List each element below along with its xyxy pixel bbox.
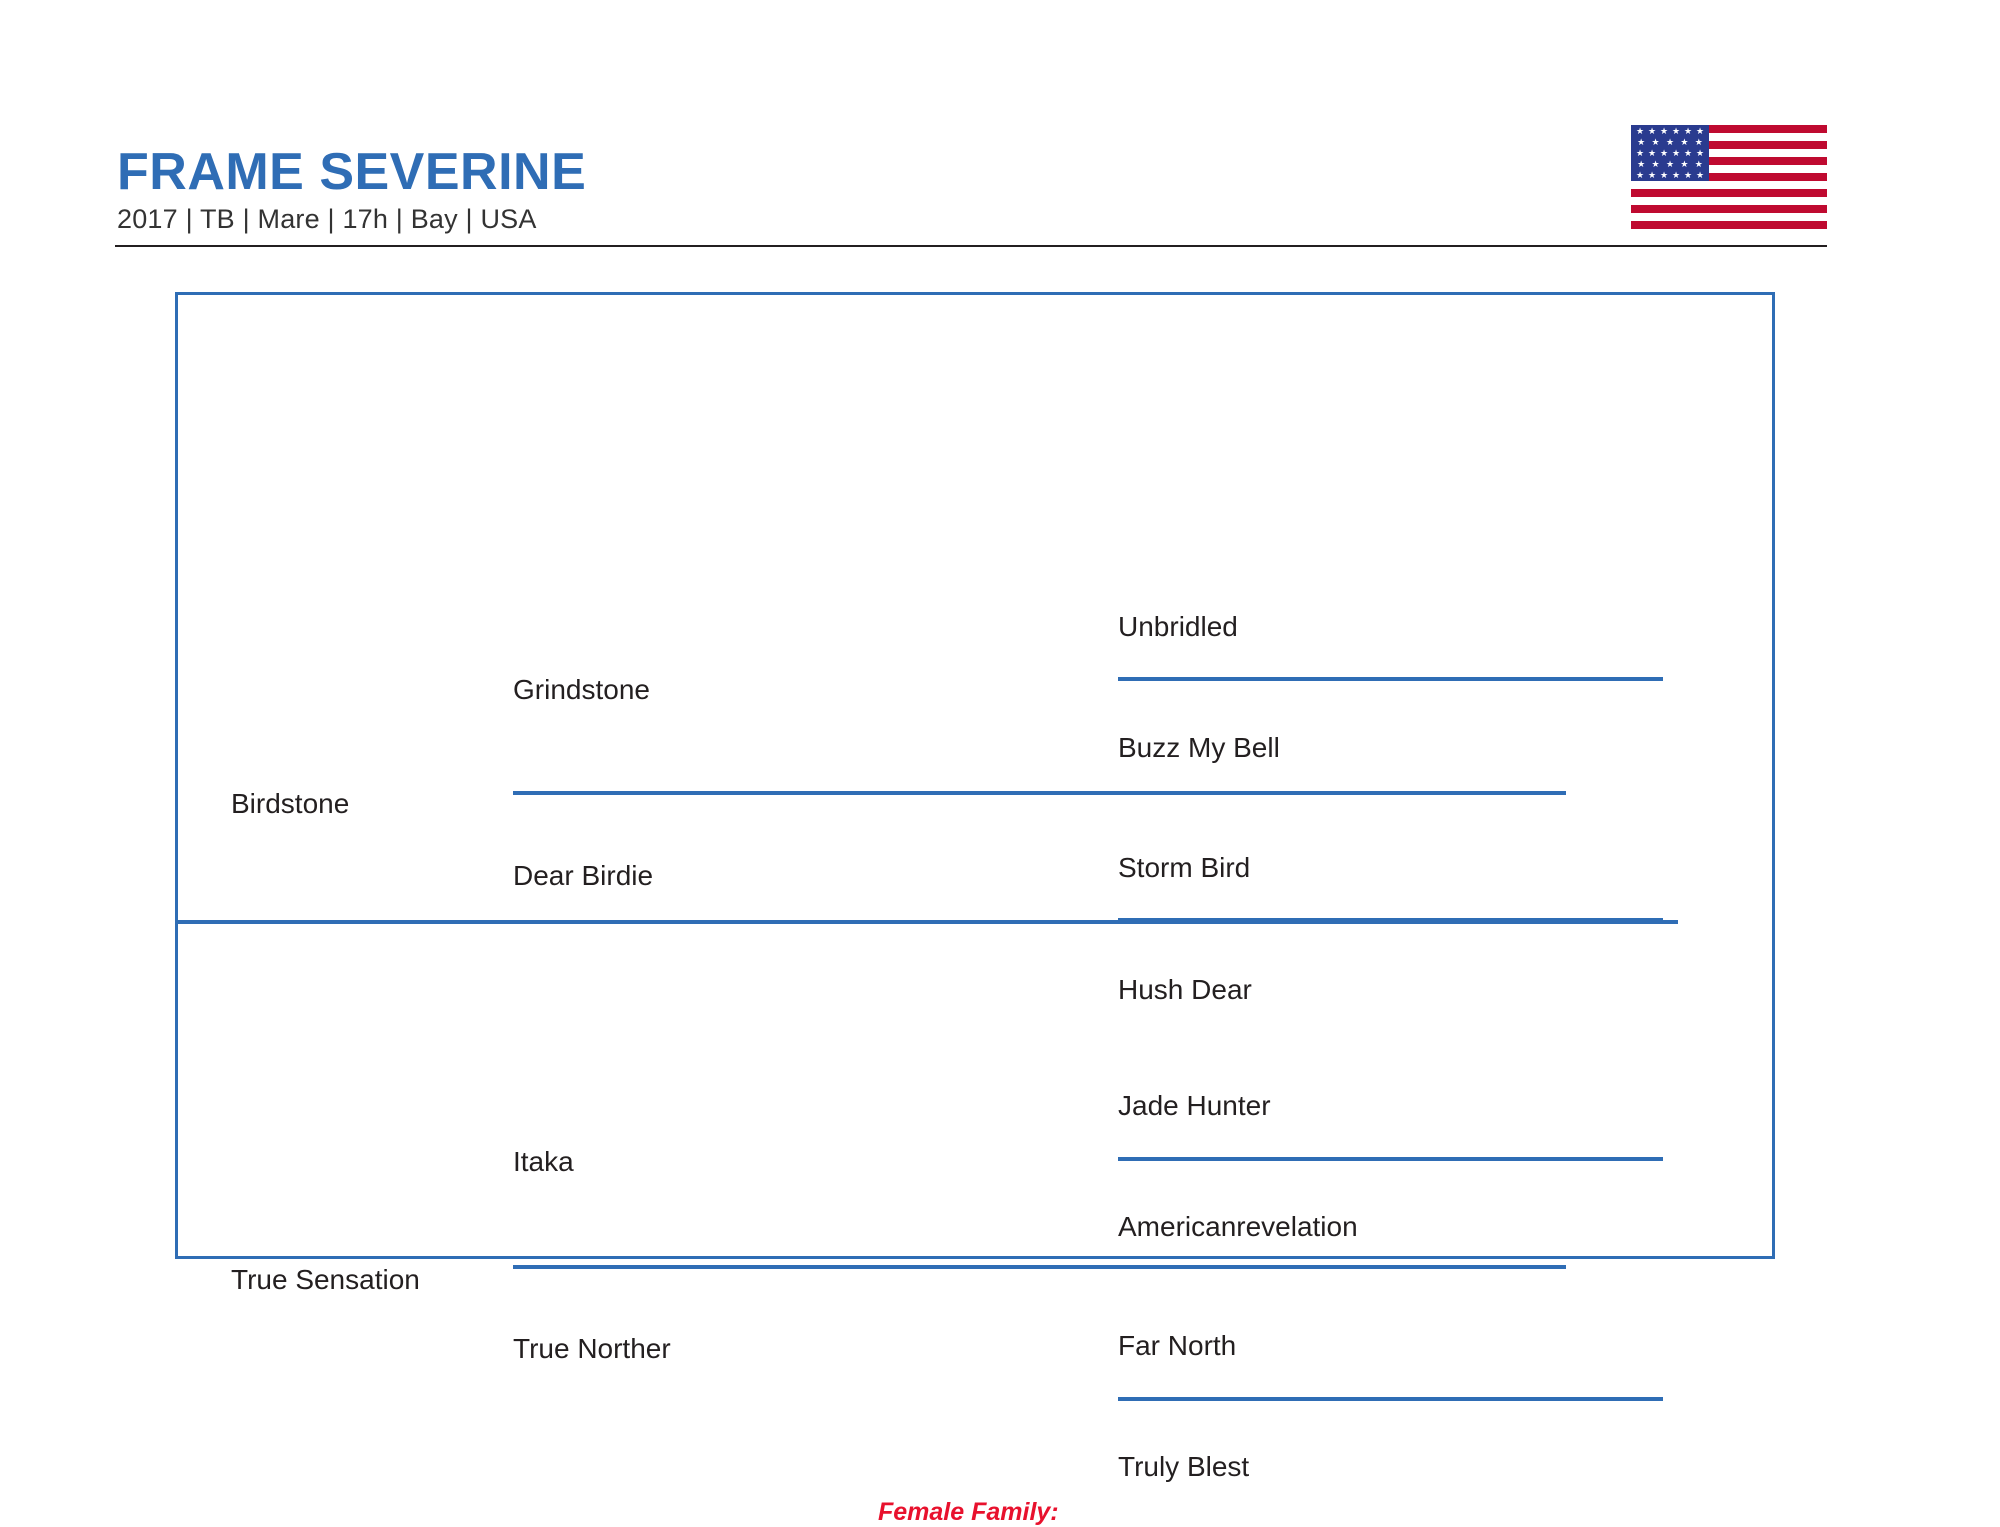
pedigree-sire-sire: Grindstone [513, 674, 650, 705]
title-block [115, 145, 586, 235]
pedigree-sire: Birdstone [231, 788, 350, 819]
page-header [115, 125, 1827, 247]
pedigree-dam-dam: True Norther [513, 1333, 671, 1364]
pedigree-chart [175, 292, 1775, 1526]
header-divider [115, 245, 1827, 247]
horse-details: 2017 | TB | Mare | 17h | Bay | USA [117, 204, 537, 234]
pedigree-sire-dam-dam: Hush Dear [1118, 974, 1252, 1005]
pedigree-dam-sire-sire: Jade Hunter [1118, 1090, 1271, 1121]
pedigree-dam-dam-sire: Far North [1118, 1330, 1237, 1361]
pedigree-sire-dam-sire: Storm Bird [1118, 852, 1251, 883]
pedigree-sire-sire-sire: Unbridled [1118, 611, 1238, 642]
pedigree-sire-sire-dam: Buzz My Bell [1118, 732, 1280, 763]
header-content [115, 125, 1827, 235]
flag-canton: ★ ★ ★ ★ ★ ★ ★ ★ ★ ★ ★ ★ ★ ★ ★ ★ ★ ★ ★ ★ ★ ★ ★ ★ ★ ★ ★ ★ [1631, 125, 1709, 181]
page-title: FRAME SEVERINE [117, 143, 587, 202]
divider-g3-1 [1118, 677, 1663, 681]
divider-g3-2 [1118, 918, 1663, 922]
divider-g3-4 [1118, 1397, 1663, 1401]
pedigree-dam-sire: Itaka [513, 1146, 574, 1177]
female-family-label: Female Family: [878, 1498, 1059, 1526]
pedigree-dam: True Sensation [231, 1264, 420, 1295]
usa-flag-icon [1631, 125, 1827, 229]
pedigree-dam-sire-dam: Americanrevelation [1118, 1211, 1358, 1242]
divider-g3-3 [1118, 1157, 1663, 1161]
divider-sire-gen2 [513, 791, 1566, 795]
pedigree-dam-dam-dam: Truly Blest [1118, 1451, 1250, 1482]
pedigree-sire-dam: Dear Birdie [513, 860, 654, 891]
divider-dam-gen2 [513, 1265, 1566, 1269]
